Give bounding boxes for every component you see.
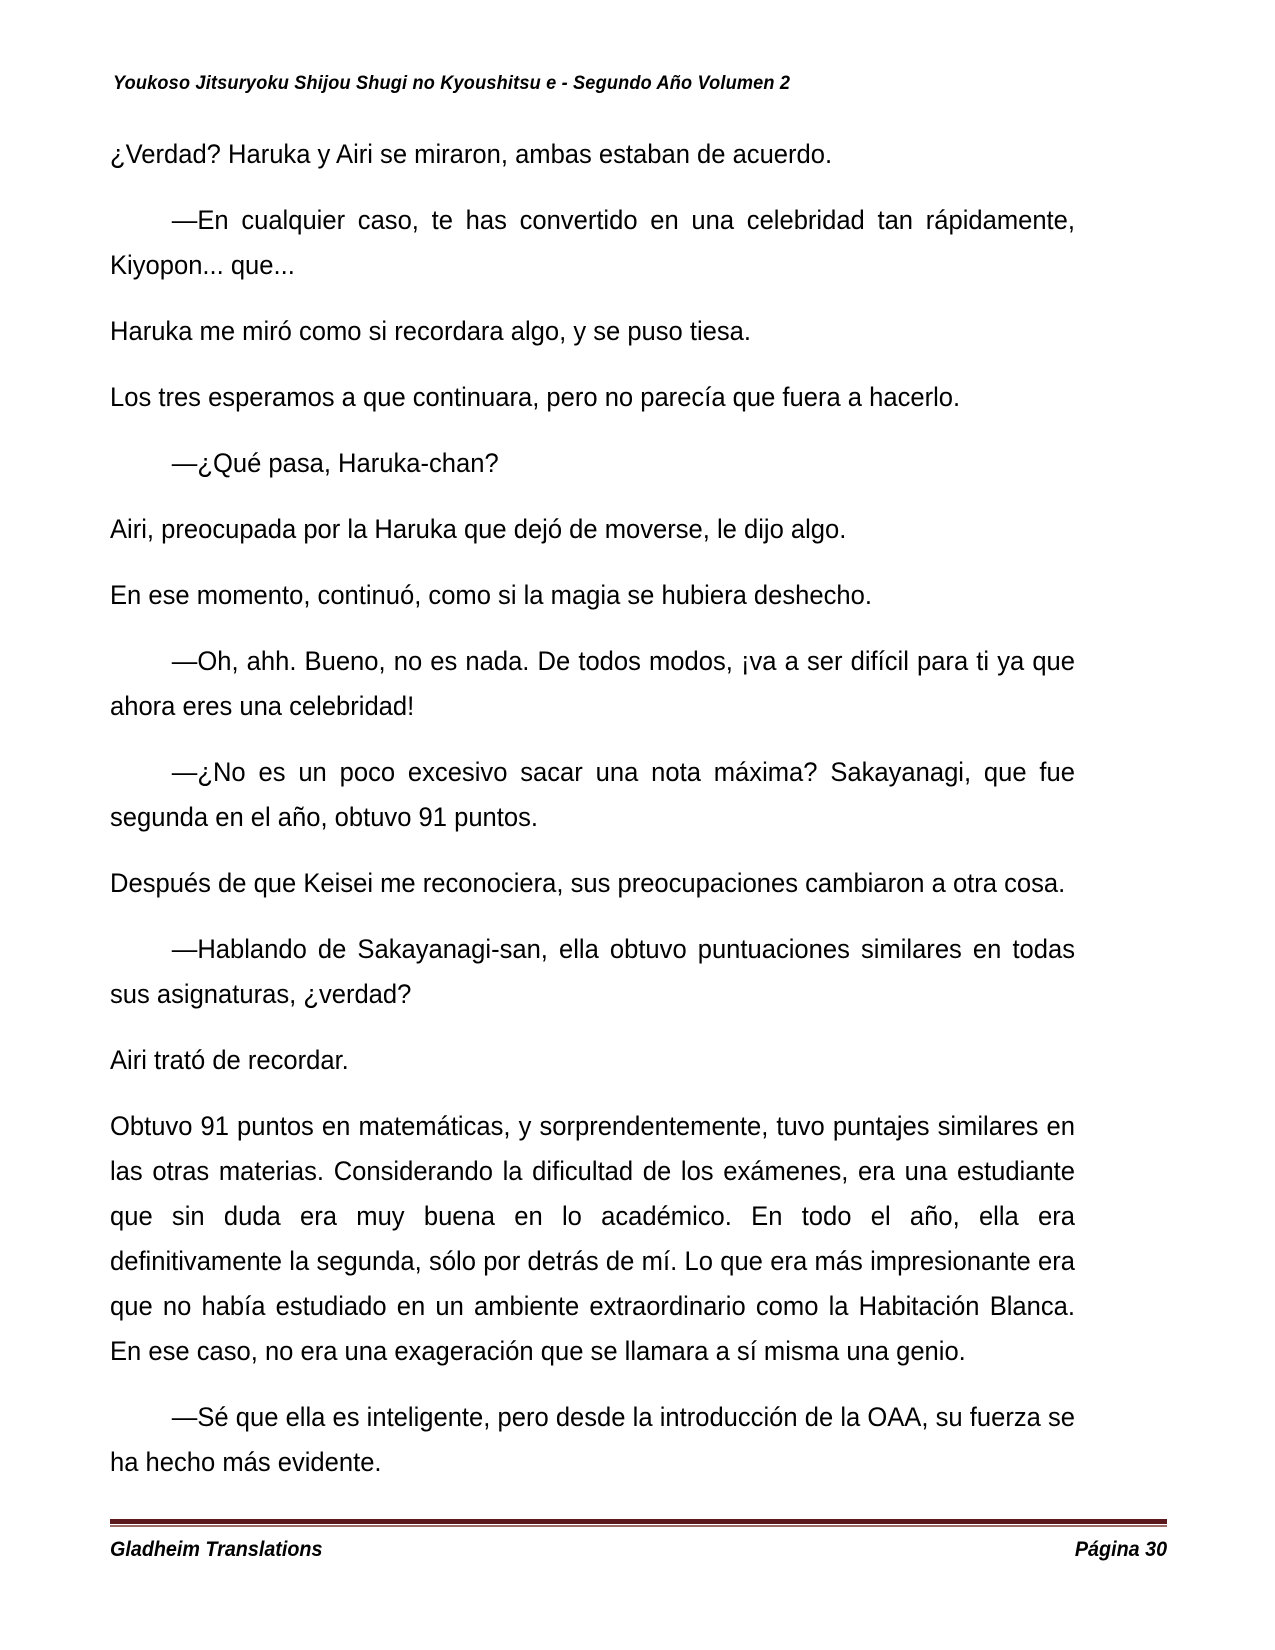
body-paragraph: —Sé que ella es inteligente, pero desde la introducción de la OAA, su fuerza se ha hecho más evidente. [110,1402,1075,1477]
page-footer [110,1519,1167,1562]
body-paragraph: Después de que Keisei me reconociera, sus preocupaciones cambiaron a otra cosa. [110,868,1066,898]
body-paragraph: Airi, preocupada por la Haruka que dejó de moverse, le dijo algo. [110,514,847,544]
body-paragraph: Los tres esperamos a que continuara, pero no parecía que fuera a hacerlo. [110,382,961,412]
header-title: Youkoso Jitsuryoku Shijou Shugi no Kyoushitsu e - Segundo Año Volumen 2 [113,72,791,94]
body-paragraph: —¿Qué pasa, Haruka-chan? [171,448,499,478]
body-paragraph: Airi trató de recordar. [110,1045,349,1075]
body-paragraph: —En cualquier caso, te has convertido en una celebridad tan rápidamente, Kiyopon... que... [110,205,1075,280]
body-paragraph: En ese momento, continuó, como si la magia se hubiera deshecho. [110,580,872,610]
document-body [110,132,1110,1485]
footer-row [110,1538,1167,1562]
footer-translator-credit: Gladheim Translations [110,1538,323,1561]
body-paragraph: —¿No es un poco excesivo sacar una nota máxima? Sakayanagi, que fue segunda en el año, obtuvo 91 puntos. [110,757,1075,832]
footer-page-number: Página 30 [1074,1538,1167,1561]
body-paragraph: Haruka me miró como si recordara algo, y se puso tiesa. [110,316,752,346]
body-paragraph: ¿Verdad? Haruka y Airi se miraron, ambas estaban de acuerdo. [110,139,833,169]
body-paragraph: —Oh, ahh. Bueno, no es nada. De todos modos, ¡va a ser difícil para ti ya que ahora eres una celebridad! [110,646,1075,721]
footer-divider-thick-bar [110,1519,1167,1524]
page-header [113,72,1166,102]
footer-divider-thin-bar [110,1525,1167,1527]
body-paragraph: Obtuvo 91 puntos en matemáticas, y sorprendentemente, tuvo puntajes similares en las otras materias. Considerando la dificultad de los exámenes, era una estudiante que sin duda era muy buena en lo académico. En todo el año, ella era definitivamente la segunda, sólo por detrás de mí. Lo que era más impresionante era que no había estudiado en un ambiente extraordinario como la Habitación Blanca. En ese caso, no era una exageración que se llamara a sí misma una genio. [110,1111,1075,1366]
footer-divider [110,1519,1167,1527]
body-paragraph: —Hablando de Sakayanagi-san, ella obtuvo puntuaciones similares en todas sus asignaturas, ¿verdad? [110,934,1075,1009]
